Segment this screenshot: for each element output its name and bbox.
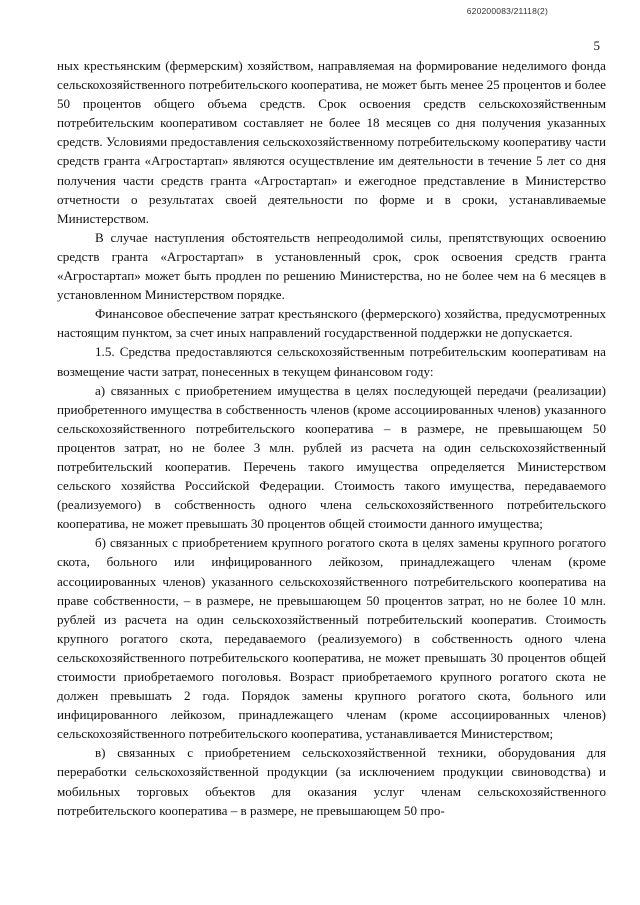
paragraph-force-majeure: В случае наступления обстоятельств непреодолимой силы, препятствующих освоению средств гранта «Агростартап» в установленный срок, срок освоения средств гранта «Агростартап» может быть продлен по решению Министерства, но не более чем на 6 месяцев в установленном Министерством порядке.	[57, 229, 606, 303]
document-body	[57, 56, 606, 820]
paragraph-continuation: ных крестьянским (фермерским) хозяйством, направляемая на формирование неделимого фонда сельскохозяйственного потребительского кооператива, не может быть менее 25 процентов и более 50 процентов общего объема средств. Срок освоения средств сельскохозяйственным потребительским кооперативом составляет не более 18 месяцев со дня получения указанных средств. Условиями предоставления сельскохозяйственному потребительскому кооперативу части средств гранта «Агростартап» являются осуществление им деятельности в течение 5 лет со дня получения части средств гранта «Агростартап» и ежегодное представление в Министерство отчетности о результатах своей деятельности по форме и в сроки, устанавливаемые Министерством.	[57, 58, 606, 226]
paragraph-financing: Финансовое обеспечение затрат крестьянского (фермерского) хозяйства, предусмотренных настоящим пунктом, за счет иных направлений государственной поддержки не допускается.	[57, 306, 606, 341]
paragraph-item-b: б) связанных с приобретением крупного рогатого скота в целях замены крупного рогатого скота, больного или инфицированного лейкозом, принадлежащего членам (кроме ассоциированных членов) указанного сельскохозяйственного потребительского кооператива на праве собственности, – в размере, не превышающем 50 процентов затрат, но не более 10 млн. рублей из расчета на один сельскохозяйственный потребительский кооператив. Стоимость крупного рогатого скота, передаваемого (реализуемого) в собственность одного члена сельскохозяйственного потребительского кооператива, не может превышать 30 процентов общей стоимости приобретаемого поголовья. Возраст приобретаемого крупного рогатого скота не должен превышать 2 года. Порядок замены крупного рогатого скота, больного или инфицированного лейкозом, принадлежащего членам (кроме ассоциированных членов) сельскохозяйственного потребительского кооператива, устанавливается Министерством;	[57, 535, 606, 742]
document-number: 620200083/21118(2)	[466, 6, 548, 16]
paragraph-item-v: в) связанных с приобретением сельскохозяйственной техники, оборудования для переработки сельскохозяйственной продукции (за исключением продукции свиноводства) и мобильных торговых объектов для оказания услуг членам сельскохозяйственного потребительского кооператива – в размере, не превышающем 50 про-	[57, 745, 606, 818]
paragraph-item-a: а) связанных с приобретением имущества в целях последующей передачи (реализации) приобретенного имущества в собственность членов (кроме ассоциированных членов) указанного сельскохозяйственного потребительского кооператива – в размере, не превышающем 50 процентов затрат, но не более 3 млн. рублей из расчета на один сельскохозяйственный потребительский кооператив. Перечень такого имущества определяется Министерством сельского хозяйства Российской Федерации. Стоимость такого имущества, передаваемого (реализуемого) в собственность одного члена сельскохозяйственного потребительского кооператива, не может превышать 30 процентов общей стоимости данного имущества;	[57, 382, 606, 532]
page-number: 5	[593, 38, 600, 53]
paragraph-clause-1-5: 1.5. Средства предоставляются сельскохозяйственным потребительским кооперативам на возмещение части затрат, понесенных в текущем финансовом году:	[57, 344, 606, 379]
